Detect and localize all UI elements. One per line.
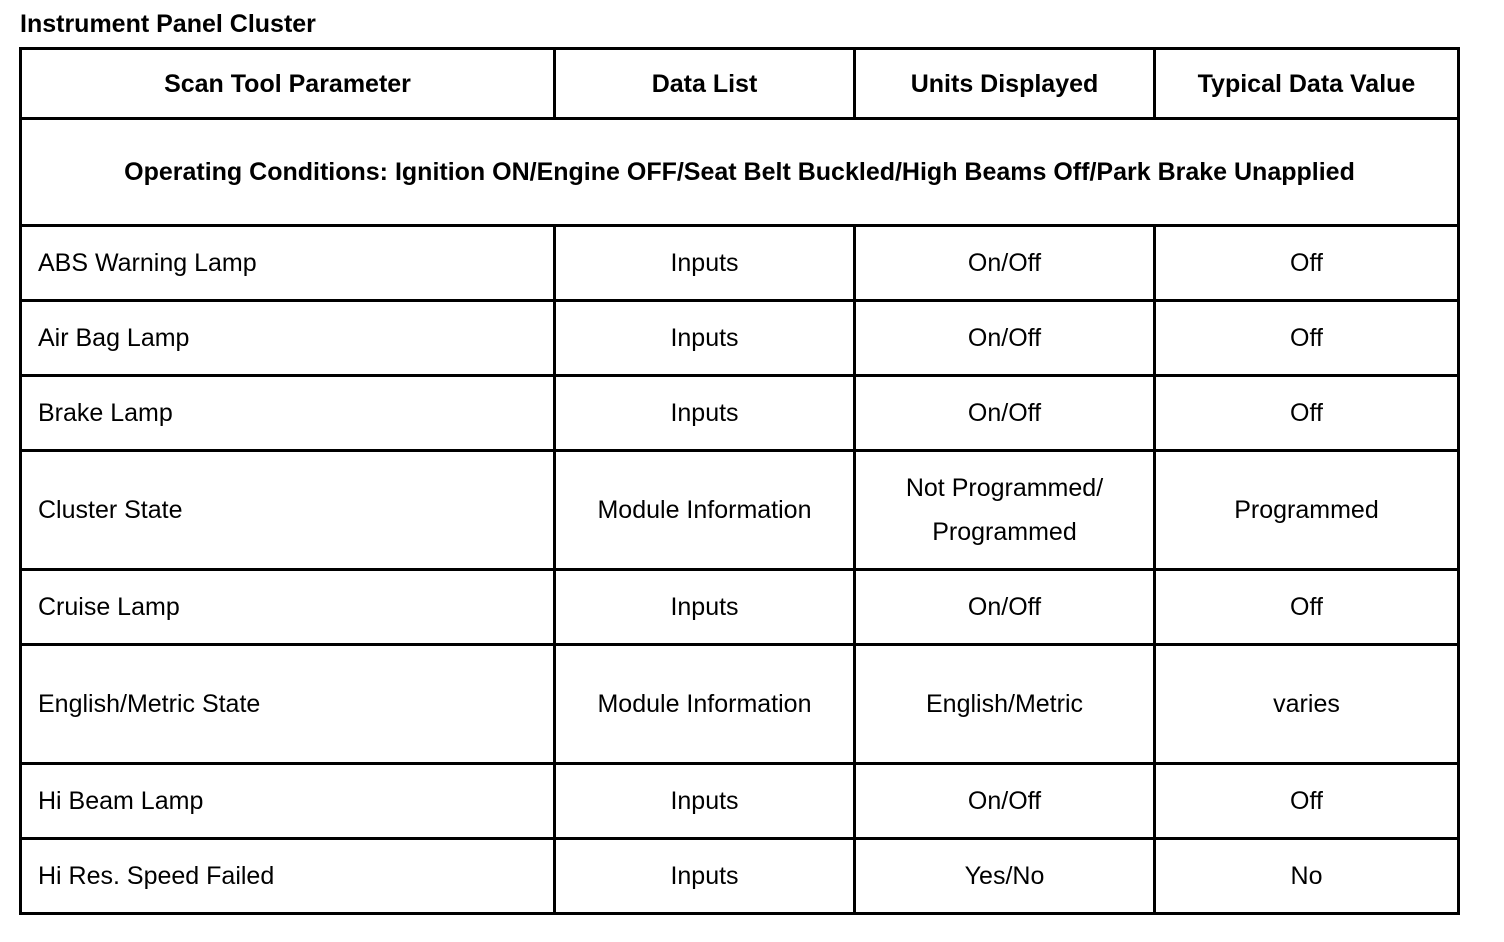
table-row	[21, 226, 1459, 301]
cell-data-list: Inputs	[555, 301, 855, 376]
cell-typical: No	[1155, 839, 1459, 914]
cell-data-list: Inputs	[555, 570, 855, 645]
header-scan-tool-parameter: Scan Tool Parameter	[21, 49, 555, 119]
table-row	[21, 570, 1459, 645]
cell-data-list: Inputs	[555, 764, 855, 839]
cell-data-list: Inputs	[555, 839, 855, 914]
cell-units: On/Off	[855, 570, 1155, 645]
cell-units: Not Programmed/ Programmed	[855, 451, 1155, 570]
cell-data-list: Module Information	[555, 451, 855, 570]
header-typical-data-value: Typical Data Value	[1155, 49, 1459, 119]
table-row	[21, 645, 1459, 764]
operating-conditions: Operating Conditions: Ignition ON/Engine OFF/Seat Belt Buckled/High Beams Off/Park Brake Unapplied	[21, 119, 1459, 226]
cell-data-list: Module Information	[555, 645, 855, 764]
cell-parameter: Cluster State	[21, 451, 555, 570]
cell-typical: Programmed	[1155, 451, 1459, 570]
document-title: Instrument Panel Cluster	[20, 10, 316, 38]
cell-typical: varies	[1155, 645, 1459, 764]
table-row	[21, 301, 1459, 376]
cell-units: On/Off	[855, 376, 1155, 451]
cell-parameter: Brake Lamp	[21, 376, 555, 451]
cell-parameter: English/Metric State	[21, 645, 555, 764]
cell-parameter: Hi Beam Lamp	[21, 764, 555, 839]
table-row	[21, 764, 1459, 839]
cell-parameter: ABS Warning Lamp	[21, 226, 555, 301]
cell-units: Yes/No	[855, 839, 1155, 914]
header-units-displayed: Units Displayed	[855, 49, 1155, 119]
cell-units: On/Off	[855, 764, 1155, 839]
cell-typical: Off	[1155, 764, 1459, 839]
parameter-table	[19, 47, 1460, 915]
cell-data-list: Inputs	[555, 226, 855, 301]
cell-parameter: Hi Res. Speed Failed	[21, 839, 555, 914]
header-data-list: Data List	[555, 49, 855, 119]
cell-units: On/Off	[855, 301, 1155, 376]
cell-units: English/Metric	[855, 645, 1155, 764]
cell-typical: Off	[1155, 376, 1459, 451]
cell-data-list: Inputs	[555, 376, 855, 451]
cell-parameter: Air Bag Lamp	[21, 301, 555, 376]
cell-typical: Off	[1155, 226, 1459, 301]
table-row	[21, 839, 1459, 914]
header-row	[21, 49, 1459, 119]
cell-typical: Off	[1155, 570, 1459, 645]
cell-typical: Off	[1155, 301, 1459, 376]
table-row	[21, 451, 1459, 570]
operating-conditions-row	[21, 119, 1459, 226]
cell-parameter: Cruise Lamp	[21, 570, 555, 645]
table-row	[21, 376, 1459, 451]
cell-units: On/Off	[855, 226, 1155, 301]
